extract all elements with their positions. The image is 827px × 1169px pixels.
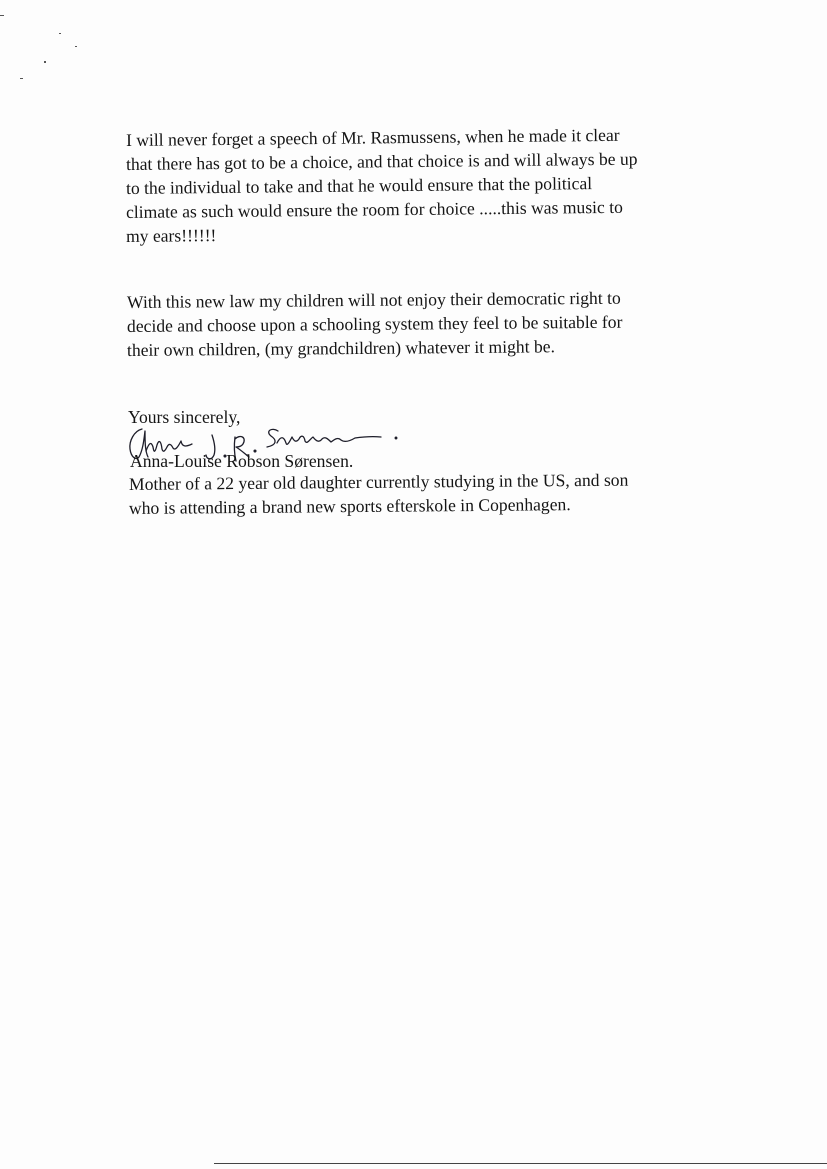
description-line: who is attending a brand new sports efterskole in Copenhagen. xyxy=(128,494,571,518)
paragraph-line: climate as such would ensure the room for choice .....this was music to xyxy=(125,196,623,222)
paragraph-line: With this new law my children will not enjoy their democratic right to xyxy=(126,287,621,312)
scan-speck xyxy=(59,33,61,34)
paragraph-line: to the individual to take and that he would ensure that the political xyxy=(125,173,593,198)
signer-name: Anna-Louise Robson Sørensen. xyxy=(130,451,354,471)
scan-speck xyxy=(44,61,46,63)
scan-speck xyxy=(75,46,77,47)
paragraph-line: my ears!!!!!! xyxy=(125,225,217,246)
scan-speck xyxy=(20,78,23,79)
paragraph-line: their own children, (my grandchildren) whatever it might be. xyxy=(126,336,556,360)
paragraph-line: that there has got to be a choice, and that choice is and will always be up xyxy=(125,148,638,174)
description-line: Mother of a 22 year old daughter currently studying in the US, and son xyxy=(128,469,629,494)
closing: Yours sincerely, xyxy=(128,407,241,427)
scan-edge-line xyxy=(214,1163,827,1164)
paragraph-line: decide and choose upon a schooling system they feel to be suitable for xyxy=(126,311,623,336)
paragraph-line: I will never forget a speech of Mr. Rasmussens, when he made it clear xyxy=(125,124,620,150)
scan-speck xyxy=(0,15,4,16)
